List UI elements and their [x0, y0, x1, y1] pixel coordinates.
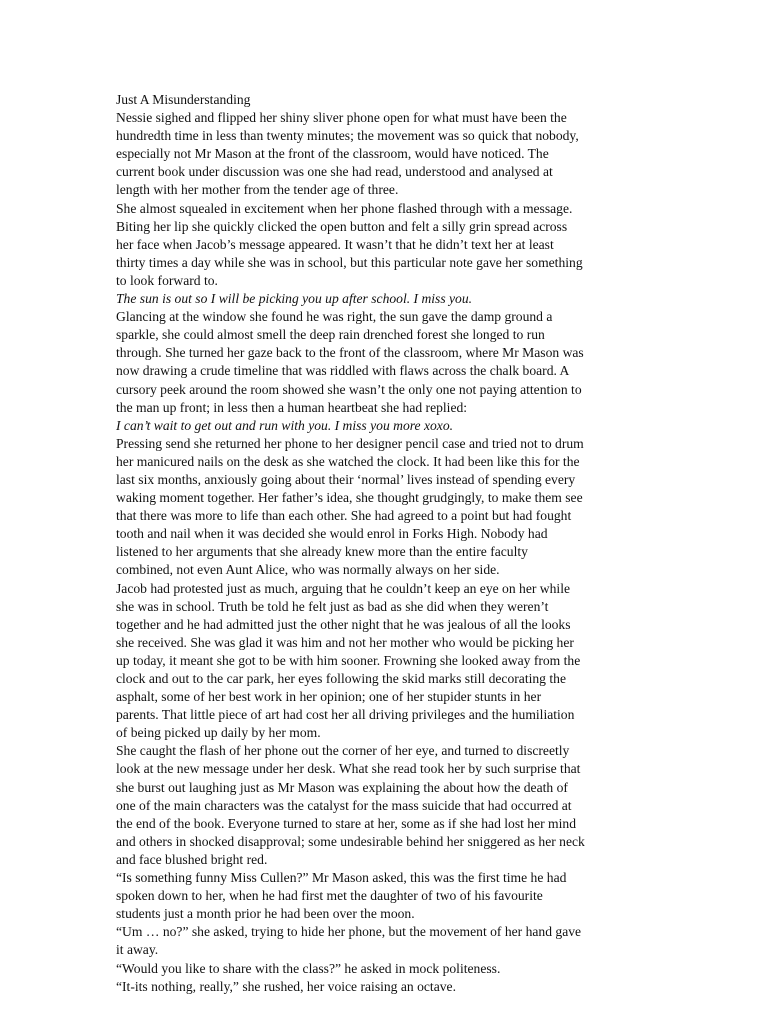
text-line: especially not Mr Mason at the front of the classroom, would have noticed. The: [116, 146, 549, 162]
text-line: thirty times a day while she was in school, but this particular note gave her something: [116, 254, 583, 270]
text-line: clock and out to the car park, her eyes following the skid marks still decorating the: [116, 671, 566, 686]
text-line: tooth and nail when it was decided she would enrol in Forks High. Nobody had: [116, 526, 548, 542]
text-line: “It-its nothing, really,” she rushed, her voice raising an octave.: [116, 978, 456, 994]
text-line: of being picked up daily by her mom.: [116, 725, 321, 741]
text-line: spoken down to her, when he had first met the daughter of two of his favourite: [116, 888, 543, 904]
text-line: listened to her arguments that she already knew more than the entire faculty: [116, 544, 528, 560]
text-line: “Um … no?” she asked, trying to hide her phone, but the movement of her hand gave: [116, 924, 582, 940]
text-line: students just a month prior he had been over the moon.: [116, 906, 415, 922]
text-line: and others in shocked disapproval; some undesirable behind her sniggered as her neck: [116, 833, 585, 849]
text-line: together and he had admitted just the other night that he was jealous of all the looks: [116, 616, 571, 632]
document-title: Just A Misunderstanding: [116, 92, 251, 107]
text-line: Glancing at the window she found he was right, the sun gave the damp ground a: [116, 309, 553, 325]
text-line: that there was more to life than each other. She had agreed to a point but had fought: [116, 508, 572, 524]
text-line: hundredth time in less than twenty minutes; the movement was so quick that nobody,: [116, 128, 579, 144]
text-line: look at the new message under her desk. What she read took her by such surprise that: [116, 761, 581, 777]
text-line: “Would you like to share with the class?” he asked in mock politeness.: [116, 960, 501, 976]
text-line: through. She turned her gaze back to the front of the classroom, where Mr Mason was: [116, 345, 584, 361]
text-line: her face when Jacob’s message appeared. It wasn’t that he didn’t text her at least: [116, 236, 554, 252]
text-line: the end of the book. Everyone turned to stare at her, some as if she had lost her mind: [116, 815, 577, 831]
text-line: Jacob had protested just as much, arguing that he couldn’t keep an eye on her while: [116, 580, 571, 596]
text-line: asphalt, some of her best work in her opinion; one of her stupider stunts in her: [116, 689, 542, 705]
text-line: up today, it meant she got to be with him sooner. Frowning she looked away from the: [116, 652, 581, 668]
text-line: now drawing a crude timeline that was riddled with flaws across the chalk board. A: [116, 363, 570, 379]
text-line: Nessie sighed and flipped her shiny sliver phone open for what must have been the: [116, 110, 567, 126]
text-line: combined, not even Aunt Alice, who was normally always on her side.: [116, 562, 500, 578]
document-body: [116, 109, 756, 996]
text-line: I can’t wait to get out and run with you. I miss you more xoxo.: [116, 417, 454, 433]
text-line: she was in school. Truth be told he felt just as bad as she did when they weren’t: [116, 598, 549, 614]
text-line: Pressing send she returned her phone to her designer pencil case and tried not to drum: [116, 435, 584, 451]
text-line: to look forward to.: [116, 272, 218, 288]
text-line: her manicured nails on the desk as she watched the clock. It had been like this for the: [116, 453, 580, 469]
text-line: length with her mother from the tender age of three.: [116, 182, 399, 198]
text-line: She caught the flash of her phone out the corner of her eye, and turned to discreetly: [116, 743, 570, 759]
text-line: one of the main characters was the catalyst for the mass suicide that had occurred at: [116, 797, 572, 813]
text-line: the man up front; in less then a human heartbeat she had replied:: [116, 399, 468, 415]
text-line: “Is something funny Miss Cullen?” Mr Mason asked, this was the first time he had: [116, 870, 567, 886]
text-line: sparkle, she could almost smell the deep rain drenched forest she longed to run: [116, 327, 545, 343]
text-line: and face blushed bright red.: [116, 851, 268, 867]
text-line: last six months, anxiously going about their ‘normal’ lives instead of spending every: [116, 471, 576, 487]
document-page: [116, 91, 756, 996]
text-line: Biting her lip she quickly clicked the open button and felt a silly grin spread across: [116, 218, 568, 234]
text-line: waking moment together. Her father’s idea, she thought grudgingly, to make them see: [116, 490, 583, 506]
text-line: current book under discussion was one she had read, understood and analysed at: [116, 164, 553, 180]
text-line: she received. She was glad it was him and not her mother who would be picking her: [116, 634, 574, 650]
text-line: The sun is out so I will be picking you up after school. I miss you.: [116, 291, 473, 307]
text-line: it away.: [116, 942, 159, 958]
text-line: cursory peek around the room showed she wasn’t the only one not paying attention to: [116, 381, 582, 397]
text-line: parents. That little piece of art had cost her all driving privileges and the humiliation: [116, 707, 575, 723]
text-line: She almost squealed in excitement when her phone flashed through with a message.: [116, 200, 573, 216]
text-line: she burst out laughing just as Mr Mason was explaining the about how the death of: [116, 779, 568, 795]
